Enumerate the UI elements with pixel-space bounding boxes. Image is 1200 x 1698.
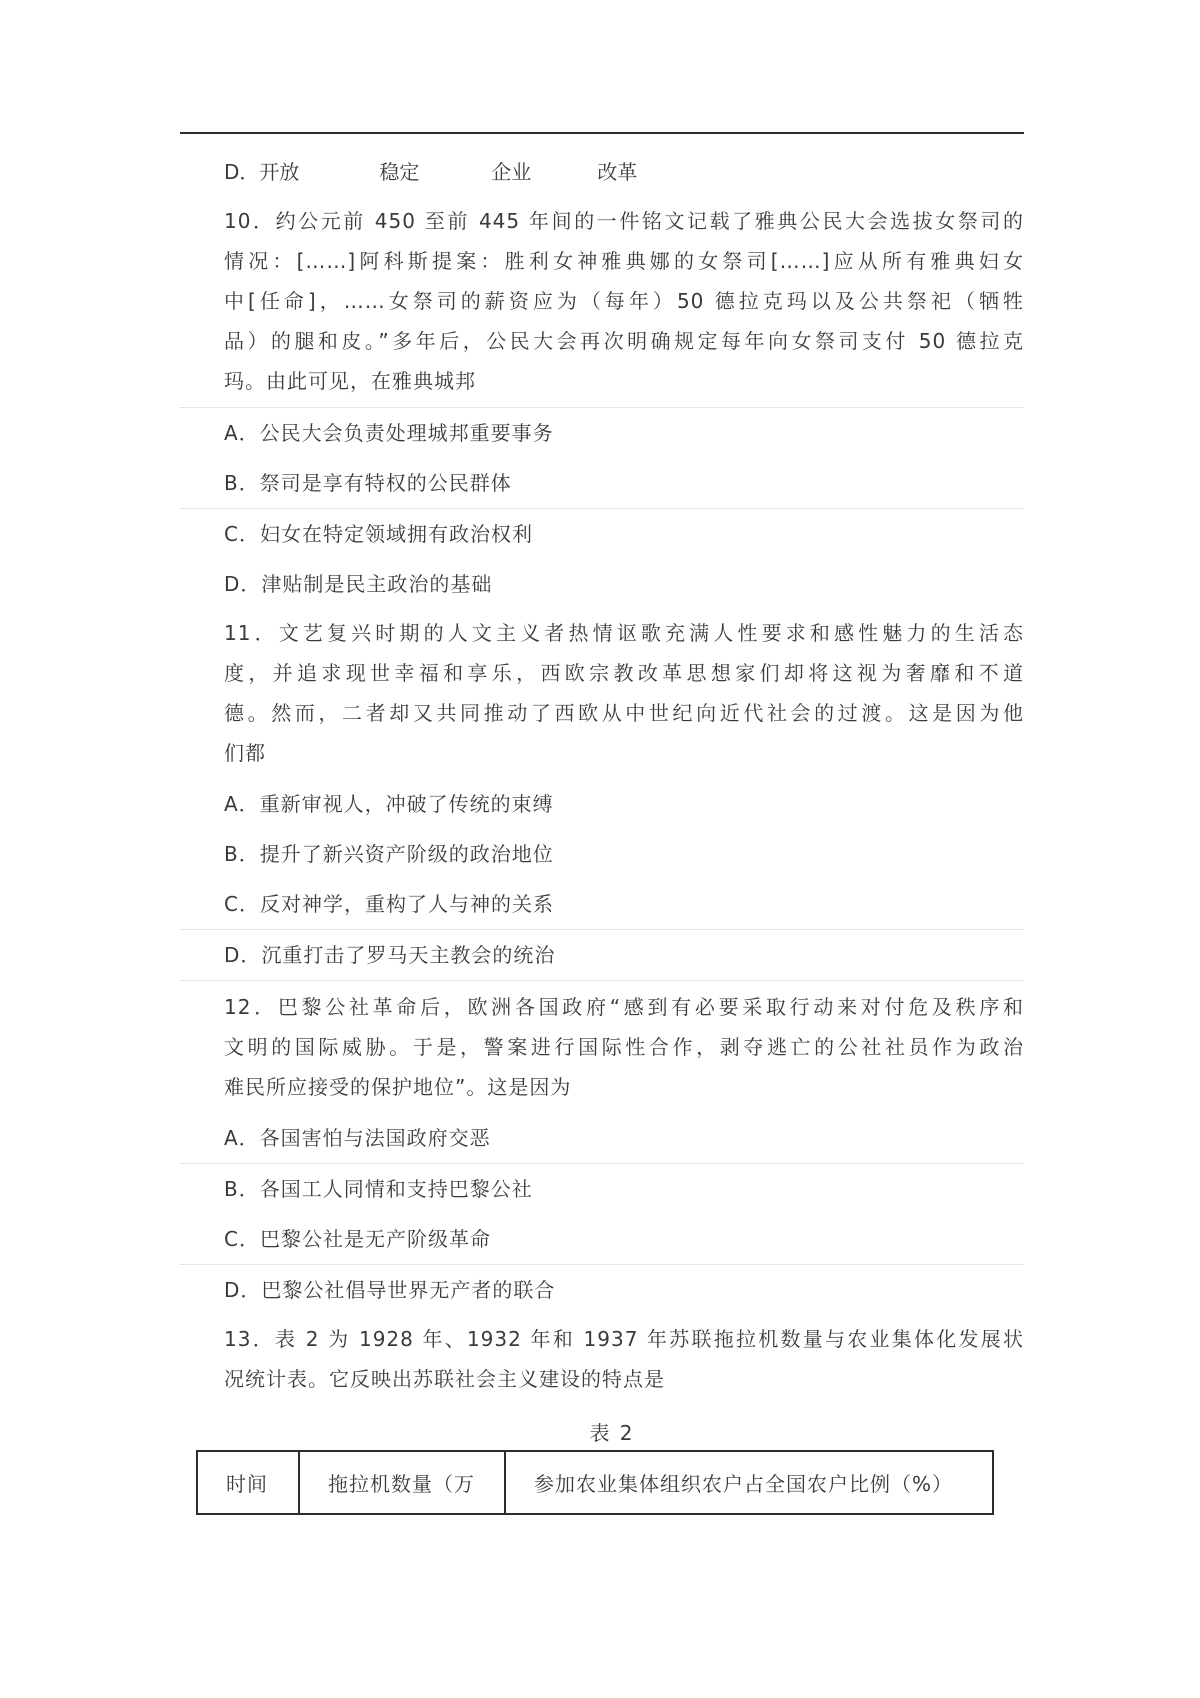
question-line: 度，并追求现世幸福和享乐，西欧宗教改革思想家们却将这视为奢靡和不道: [224, 661, 1024, 685]
question-12-option-b: B．各国工人同情和支持巴黎公社: [224, 1177, 533, 1201]
question-line: 文明的国际威胁。于是，警案进行国际性合作，剥夺逃亡的公社社员作为政治: [224, 1035, 1024, 1059]
question-11-option-c: C．反对神学，重构了人与神的关系: [224, 892, 554, 916]
stats-table: [196, 1450, 994, 1515]
question-line: 品）的腿和皮。”多年后，公民大会再次明确规定每年向女祭司支付 50 德拉克: [224, 329, 1024, 353]
question-11-stem: [224, 613, 1024, 773]
question-11: [224, 613, 1024, 981]
option-word: 开放: [259, 160, 300, 184]
question-12-stem: [224, 987, 1024, 1107]
question-13: [224, 1319, 1024, 1453]
question-12: [224, 987, 1024, 1315]
table-caption: 表 2: [589, 1421, 635, 1445]
question-line: 们都: [224, 741, 266, 765]
question-line: 10．约公元前 450 至前 445 年间的一件铭文记载了雅典公民大会选拔女祭司的: [224, 209, 1024, 233]
question-10-option-b: B．祭司是享有特权的公民群体: [224, 471, 512, 495]
option-word: 稳定: [379, 160, 420, 184]
question-line: 情况：[……]阿科斯提案：胜利女神雅典娜的女祭司[……]应从所有雅典妇女: [224, 249, 1024, 273]
question-line: 中[任命]，……女祭司的薪资应为（每年）50 德拉克玛以及公共祭祀（牺牲: [224, 289, 1024, 313]
question-11-option-b: B．提升了新兴资产阶级的政治地位: [224, 842, 554, 866]
question-12-option-a: A．各国害怕与法国政府交恶: [224, 1126, 491, 1150]
question-11-option-d: D．沉重打击了罗马天主教会的统治: [224, 943, 556, 967]
question-12-option-c: C．巴黎公社是无产阶级革命: [224, 1227, 491, 1251]
question-line: 11．文艺复兴时期的人文主义者热情讴歌充满人性要求和感性魅力的生活态: [224, 621, 1024, 645]
question-line: 况统计表。它反映出苏联社会主义建设的特点是: [224, 1367, 665, 1391]
header-rule: [180, 132, 1024, 134]
table-header-cell: 时间: [197, 1451, 299, 1514]
option-label: D．: [224, 160, 260, 184]
question-11-option-a: A．重新审视人，冲破了传统的束缚: [224, 792, 554, 816]
question-10-option-d: D．津贴制是民主政治的基础: [224, 572, 493, 596]
table-header-row: [197, 1451, 993, 1514]
question-line: 德。然而，二者却又共同推动了西欧从中世纪向近代社会的过渡。这是因为他: [224, 701, 1024, 725]
question-10-stem: [224, 201, 1024, 401]
table-header-cell: 参加农业集体组织农户占全国农户比例（%）: [505, 1451, 993, 1514]
dotted-separator: [180, 980, 1024, 981]
question-10: [224, 201, 1024, 609]
table-header-cell: 拖拉机数量（万: [299, 1451, 505, 1514]
question-line: 13．表 2 为 1928 年、1932 年和 1937 年苏联拖拉机数量与农业集体化发展状: [224, 1327, 1024, 1351]
question-line: 难民所应接受的保护地位”。这是因为: [224, 1075, 572, 1099]
question-12-option-d: D．巴黎公社倡导世界无产者的联合: [224, 1278, 556, 1302]
option-word: 改革: [597, 160, 638, 184]
question-line: 12．巴黎公社革命后，欧洲各国政府“感到有必要采取行动来对付危及秩序和: [224, 995, 1024, 1019]
option-word: 企业: [491, 160, 532, 184]
question-line: 玛。由此可见，在雅典城邦: [224, 369, 476, 393]
question-10-option-c: C．妇女在特定领域拥有政治权利: [224, 522, 533, 546]
exam-content: [224, 152, 1024, 1453]
question-13-stem: [224, 1319, 1024, 1399]
prev-question-option-d: [224, 152, 1024, 192]
question-10-option-a: A．公民大会负责处理城邦重要事务: [224, 421, 554, 445]
